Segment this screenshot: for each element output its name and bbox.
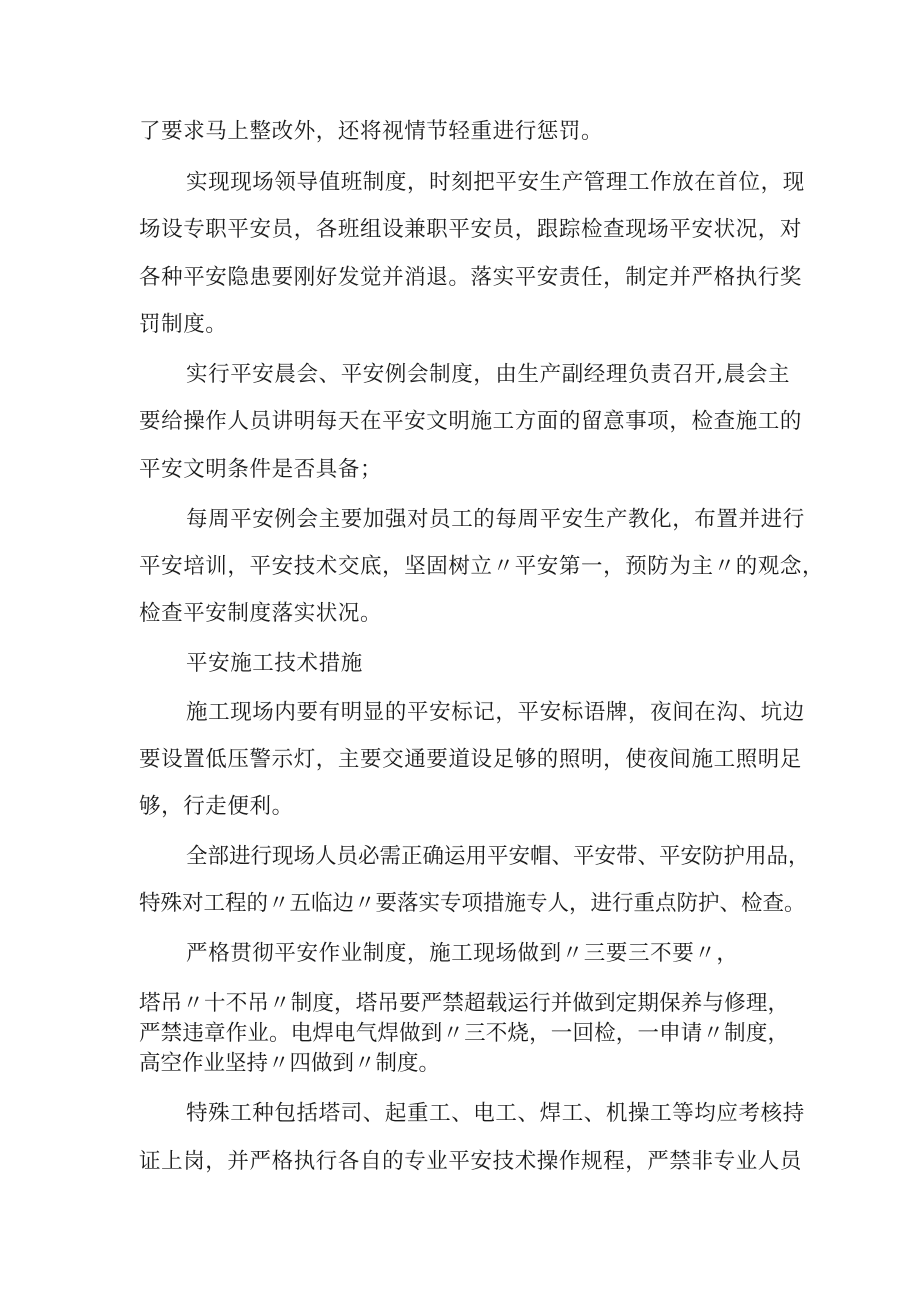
text-line: 高空作业坚持〃四做到〃制度。 [139,1051,441,1076]
text-line: 施工现场内要有明显的平安标记，平安标语牌，夜间在沟、坑边 [186,700,805,725]
text-line: 特殊对工程的〃五临边〃要落实专项措施专人，进行重点防护、检查。 [139,891,806,916]
text-line: 够，行走便利。 [139,794,294,819]
text-line: 塔吊〃十不吊〃制度，塔吊要严禁超载运行并做到定期保养与修理， [139,991,789,1016]
text-line: 每周平安例会主要加强对员工的每周平安生产教化，布置并进行 [186,507,805,532]
text-line: 严格贯彻平安作业制度，施工现场做到〃三要三不要〃， [186,941,739,966]
text-line: 平安文明条件是否具备； [139,457,383,482]
text-line: 平安培训，平安技术交底，坚固树立〃平安第一，预防为主〃的观念， [139,554,825,579]
text-line: 特殊工种包括塔司、起重工、电工、焊工、机操工等均应考核持 [186,1101,805,1126]
text-line: 严禁违章作业。电焊电气焊做到〃三不烧，一回检，一申请〃制度， [139,1021,789,1046]
text-line: 全部进行现场人员必需正确运用平安帽、平安带、平安防护用品， [186,844,810,869]
text-line: 各种平安隐患要刚好发觉并消退。落实平安责任，制定并严格执行奖 [139,265,803,290]
text-line: 要设置低压警示灯，主要交通要道设足够的照明，使夜间施工照明足 [139,747,803,772]
text-line: 证上岗，并严格执行各自的专业平安技术操作规程，严禁非专业人员 [139,1149,803,1174]
text-line: 场设专职平安员，各班组设兼职平安员，跟踪检查现场平安状况，对 [139,217,803,242]
text-line: 检查平安制度落实状况。 [139,601,383,626]
text-line: 实现现场领导值班制度，时刻把平安生产管理工作放在首位，现 [186,170,805,195]
text-line: 罚制度。 [139,312,228,337]
text-line: 要给操作人员讲明每天在平安文明施工方面的留意事项，检查施工的 [139,409,803,434]
section-heading: 平安施工技术措施 [186,651,363,676]
text-line: 实行平安晨会、平安例会制度，由生产副经理负责召开,晨会主 [186,362,791,387]
text-line: 了要求马上整改外，还将视情节轻重进行惩罚。 [139,119,604,144]
